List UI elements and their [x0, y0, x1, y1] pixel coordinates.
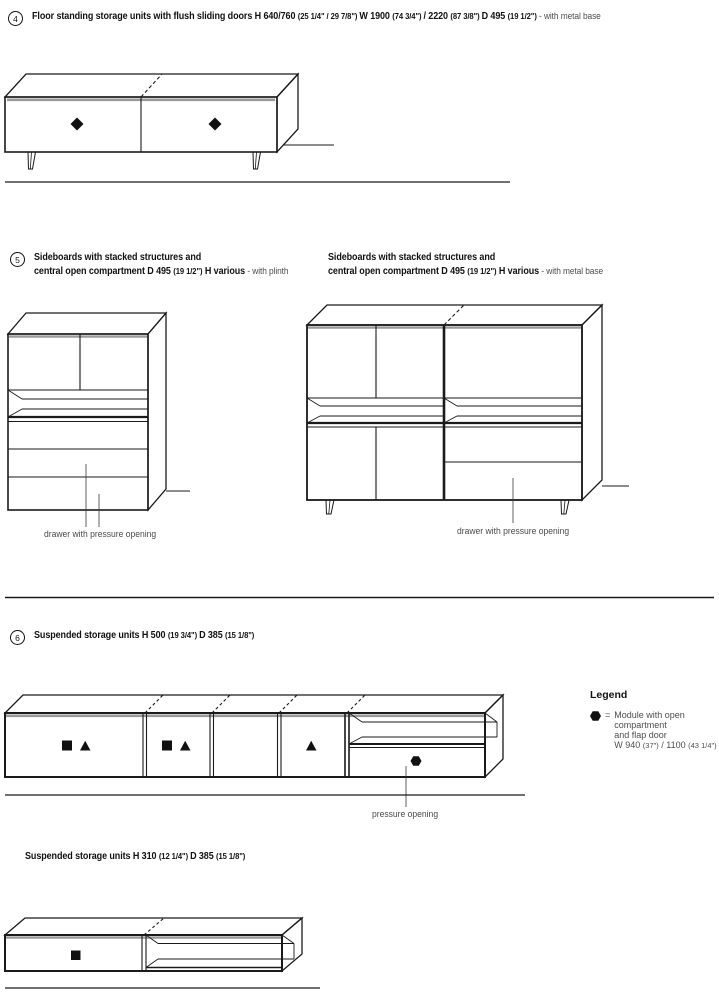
legend: [590, 689, 717, 751]
square-icon: [162, 741, 172, 751]
triangle-icon: [80, 741, 91, 751]
section4-header: [8, 10, 664, 26]
diamond-icon: [71, 118, 84, 131]
hexagon-icon: [411, 756, 422, 766]
section6-header: [10, 629, 279, 645]
diagram-floor-standing-unit: [5, 74, 510, 182]
section6-title: Suspended storage units H 500 (19 3/4") D 385 (15 1/8"): [34, 630, 255, 641]
section5-left-header: [10, 251, 317, 278]
diagram-sideboard-metal-base: [307, 305, 629, 523]
drawer-pressure-opening-label: drawer with pressure opening: [44, 529, 157, 539]
section7-title: Suspended storage units H 310 (12 1/4") D 385 (15 1/8"): [25, 851, 246, 862]
legend-description: Module with open compartment and flap door W 940 (37") / 1100 (43 1/4"): [614, 710, 717, 750]
metal-leg: [28, 152, 36, 169]
section4-title: Floor standing storage units with flush sliding doors H 640/760 (25 1/4" / 29 7/8") W 1900 (74 3/4") / 2220 (87 3/8") D 495 (19 1/2") - with metal base: [32, 11, 601, 22]
square-icon: [62, 741, 72, 751]
hexagon-icon: [590, 711, 601, 721]
diagram-sideboard-plinth: [8, 313, 190, 527]
pressure-opening-label: pressure opening: [372, 809, 439, 819]
triangle-icon: [180, 741, 191, 751]
section7-header: [25, 850, 270, 864]
diagram-suspended-unit-h500: [5, 695, 525, 807]
triangle-icon: [306, 741, 317, 751]
section5-right-header: [328, 251, 634, 278]
section6-number-badge: 6: [10, 630, 25, 645]
legend-equals: =: [605, 710, 611, 720]
drawer-pressure-opening-label: drawer with pressure opening: [457, 526, 570, 536]
square-icon: [71, 951, 81, 961]
section5-right-title: Sideboards with stacked structures and central open compartment D 495 (19 1/2") H various - with metal base: [328, 252, 604, 277]
metal-leg: [253, 152, 261, 169]
section5-number-badge: 5: [10, 252, 25, 267]
section4-number-badge: 4: [8, 11, 23, 26]
diagram-suspended-unit-h310: [5, 918, 320, 988]
section5-left-title: Sideboards with stacked structures and central open compartment D 495 (19 1/2") H various - with plinth: [34, 252, 289, 277]
legend-title: Legend: [590, 689, 628, 701]
diamond-icon: [209, 118, 222, 131]
